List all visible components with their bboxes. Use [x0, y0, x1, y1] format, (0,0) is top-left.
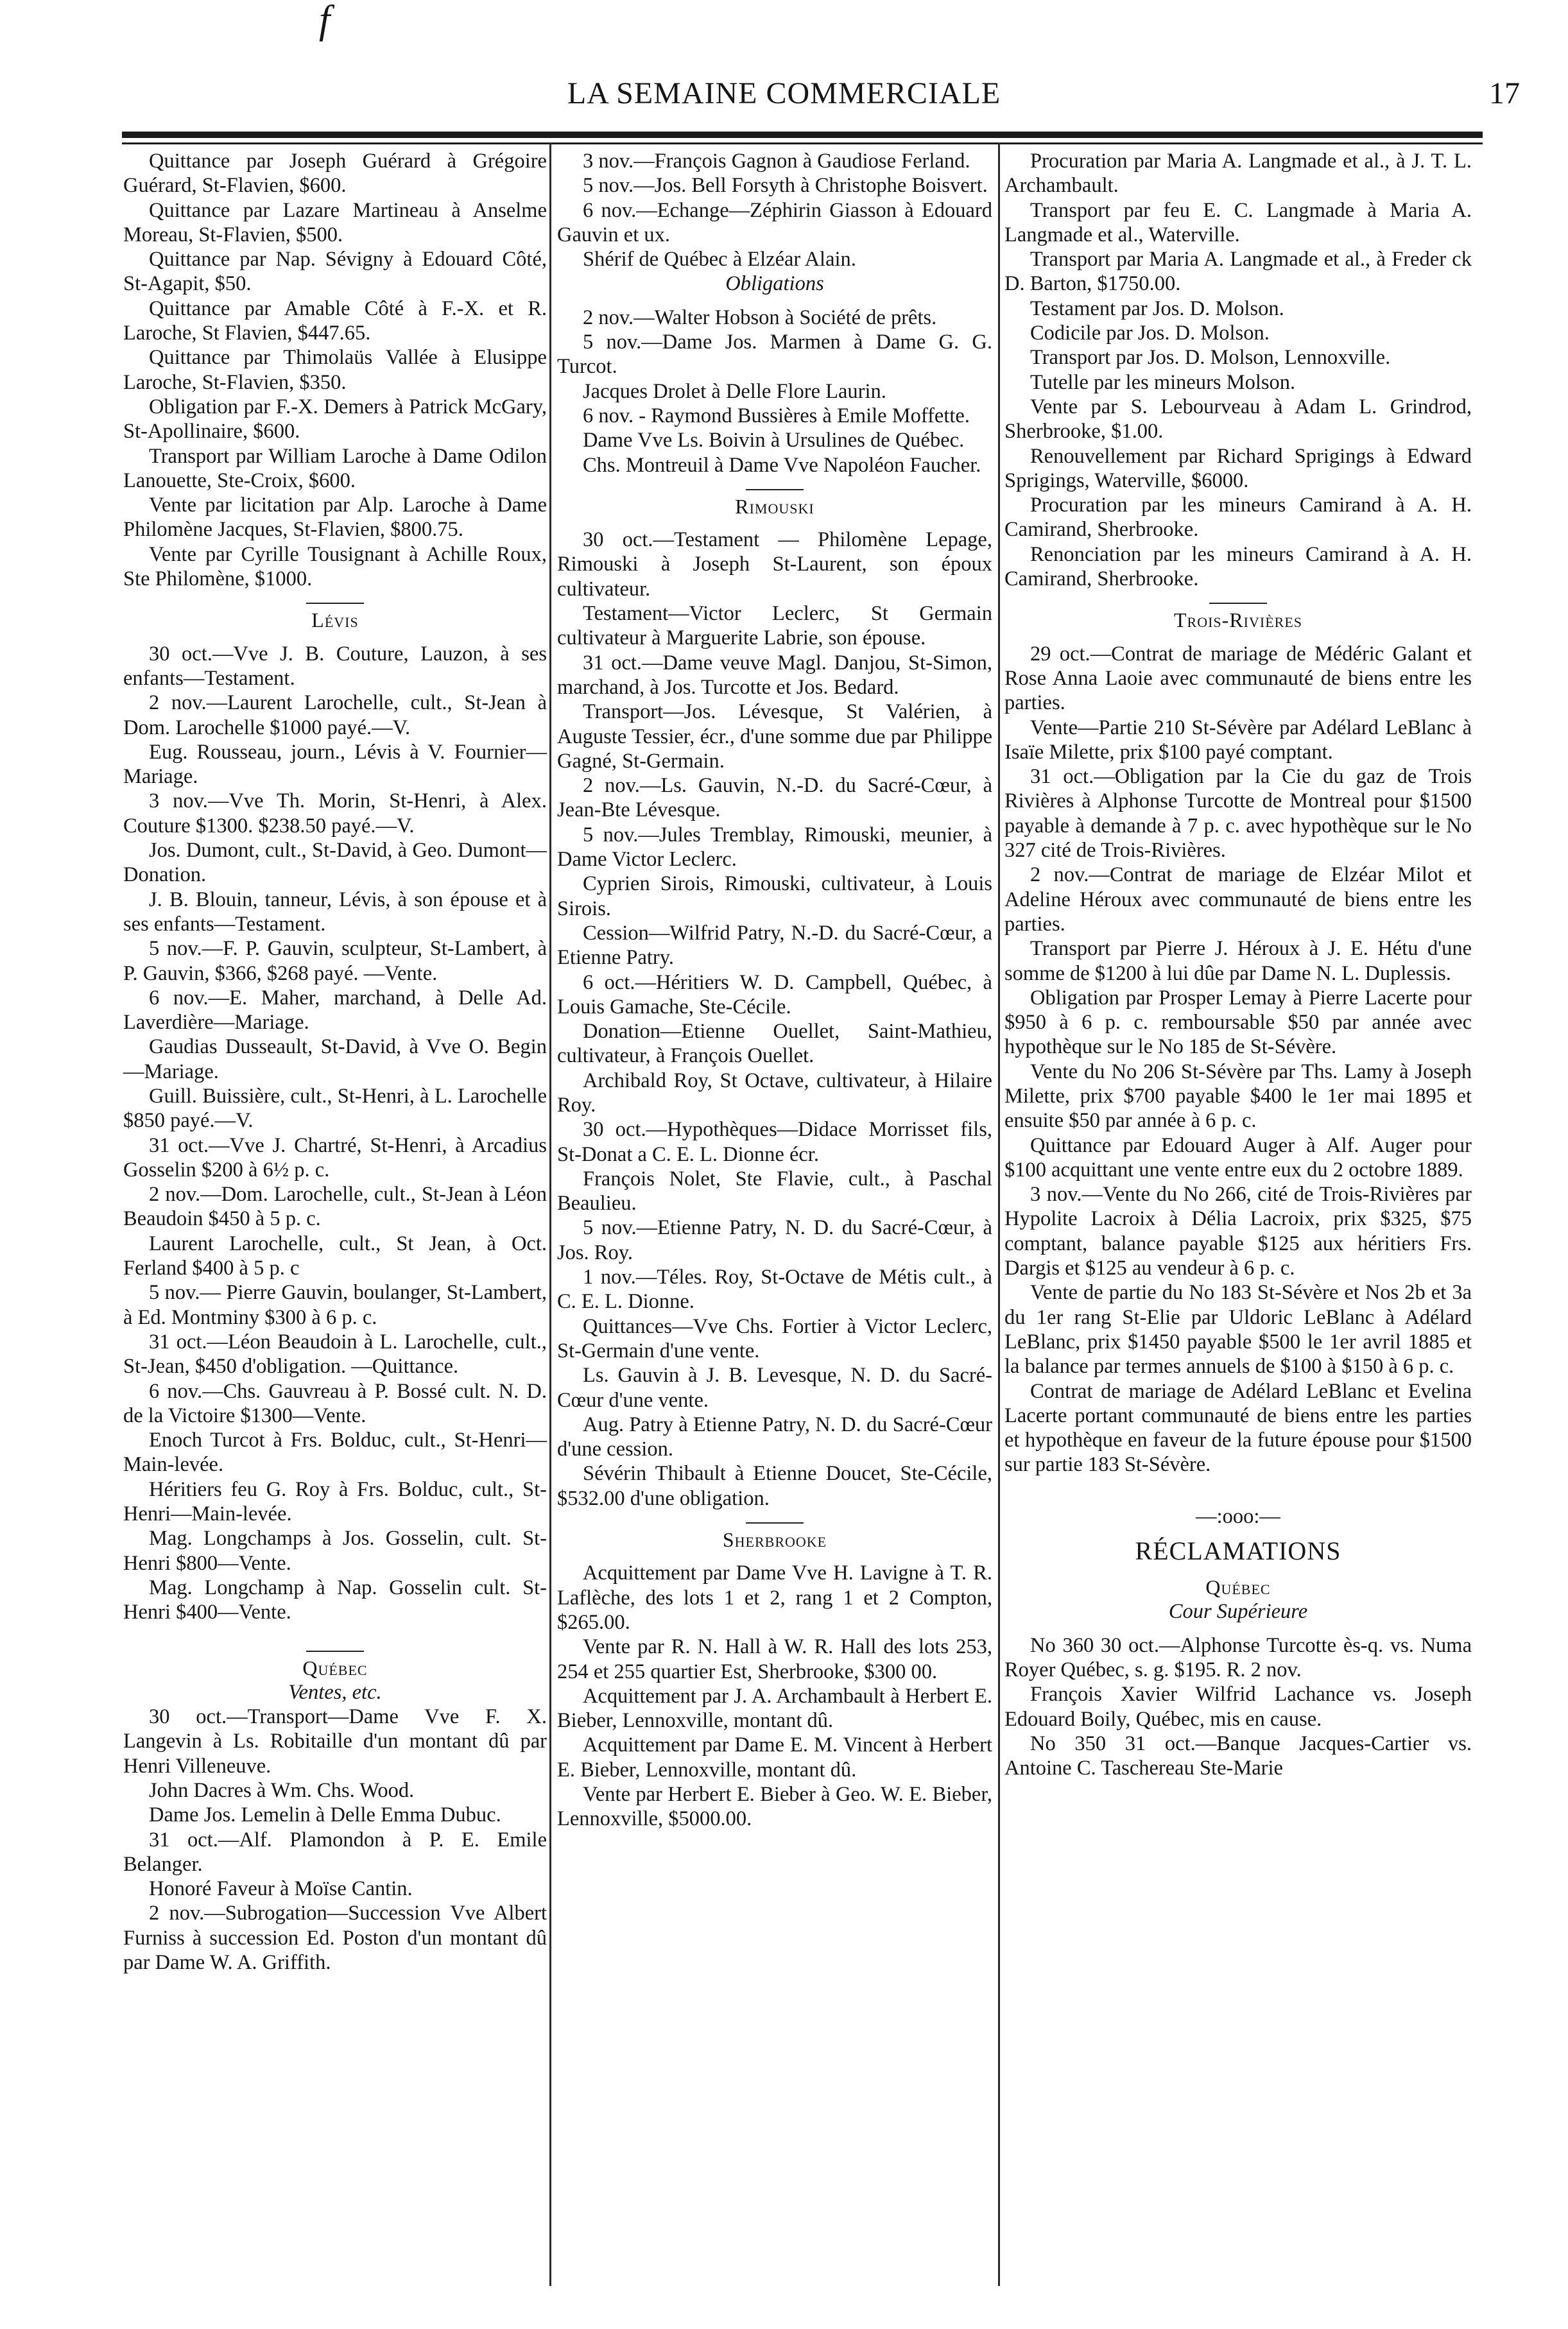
entry: Mag. Longchamps à Jos. Gosselin, cult. St-Henri $800—Vente. [123, 1527, 547, 1575]
entry: Cyprien Sirois, Rimouski, cultivateur, à Louis Sirois. [557, 872, 992, 920]
entry: 30 oct.—Vve J. B. Couture, Lauzon, à ses enfants—Testament. [123, 642, 547, 690]
section-heading-levis: Lévis [311, 608, 359, 632]
entry: 5 nov.—F. P. Gauvin, sculpteur, St-Lambert, à P. Gauvin, $366, $268 payé. —Vente. [123, 937, 547, 985]
section-rimouski [557, 528, 992, 1511]
entry: Vente par Cyrille Tousignant à Achille Roux, Ste Philomène, $1000. [123, 542, 547, 591]
entry: 6 oct.—Héritiers W. D. Campbell, Québec, à Louis Gamache, Ste-Cécile. [557, 970, 992, 1018]
entry: Shérif de Québec à Elzéar Alain. [583, 248, 856, 271]
entry: 31 oct.—Léon Beaudoin à L. Larochelle, cult., St-Jean, $450 d'obligation. —Quittance. [123, 1330, 547, 1379]
entry: Acquittement par Dame Vve H. Lavigne à T. R. Laflèche, des lots 1 et 2, rang 1 et 2 Compton, $265.00. [557, 1561, 992, 1634]
section-heading-reclamations: RÉCLAMATIONS [1135, 1536, 1341, 1566]
entry: Quittance par Amable Côté à F.-X. et R. Laroche, St Flavien, $447.65. [123, 296, 547, 345]
entry: Codicile par Jos. D. Molson. [1030, 322, 1270, 345]
entry: Gaudias Dusseault, St-David, à Vve O. Begin—Mariage. [123, 1035, 547, 1083]
section-heading-rimouski: Rimouski [735, 494, 814, 518]
entry: Laurent Larochelle, cult., St Jean, à Oct. Ferland $400 à 5 p. c [123, 1232, 547, 1280]
entry: Donation—Etienne Ouellet, Saint-Mathieu, cultivateur, à François Ouellet. [557, 1020, 992, 1068]
entry: Testament par Jos. D. Molson. [1030, 296, 1284, 320]
entry: Quittance par Edouard Auger à Alf. Auger pour $100 acquittant une vente entre eux du 2 octobre 1889. [1004, 1133, 1472, 1182]
entry: Quittance par Thimolaüs Vallée à Elusippe Laroche, St-Flavien, $350. [123, 346, 547, 394]
entry: No 360 30 oct.—Alphonse Turcotte ès-q. vs. Numa Royer Québec, s. g. $195. R. 2 nov. [1004, 1633, 1472, 1681]
entry: 6 nov.—Echange—Zéphirin Giasson à Edouard Gauvin et ux. [557, 198, 992, 246]
entry: 6 nov.—Chs. Gauvreau à P. Bossé cult. N. D. de la Victoire $1300—Vente. [123, 1379, 547, 1427]
section-rule [746, 1522, 804, 1524]
entry: Eug. Rousseau, journ., Lévis à V. Fournier—Mariage. [123, 740, 547, 789]
entry: 31 oct.—Obligation par la Cie du gaz de Trois Rivières à Alphonse Turcotte de Montreal pour $1500 payable à demande à 7 p. c. avec hypothèque sur le No 327 cité de Trois-Rivières. [1004, 765, 1472, 863]
entry: 31 oct.—Alf. Plamondon à P. E. Emile Belanger. [123, 1828, 547, 1876]
journal-title: LA SEMAINE COMMERCIALE [567, 76, 1001, 110]
entry: Vente du No 206 St-Sévère par Ths. Lamy à Joseph Milette, prix $700 payable $400 le 1er mai 1895 et ensuite $50 par année à 6 p. c. [1004, 1060, 1472, 1133]
section-rule [1209, 603, 1267, 604]
entry: Guill. Buissière, cult., St-Henri, à L. Larochelle $850 payé.—V. [123, 1084, 547, 1133]
entry: François Xavier Wilfrid Lachance vs. Joseph Edouard Boily, Québec, mis en cause. [1004, 1683, 1472, 1731]
entry: Transport par Jos. D. Molson, Lennoxville. [1030, 346, 1391, 370]
margin-mark: f [319, 0, 331, 42]
entry: John Dacres à Wm. Chs. Wood. [149, 1779, 415, 1802]
section-subheading: Ventes, etc. [288, 1680, 382, 1704]
entry: Acquittement par Dame E. M. Vincent à Herbert E. Bieber, Lennoxville, montant dû. [557, 1733, 992, 1782]
entry: Quittance par Nap. Sévigny à Edouard Côté, St-Agapit, $50. [123, 248, 547, 296]
entry: Renouvellement par Richard Sprigings à Edward Sprigings, Waterville, $6000. [1004, 444, 1472, 492]
entry: Dame Jos. Lemelin à Delle Emma Dubuc. [149, 1803, 501, 1827]
entry: Ls. Gauvin à J. B. Levesque, N. D. du Sacré-Cœur d'une vente. [557, 1364, 992, 1412]
entry: Quittance par Joseph Guérard à Grégoire Guérard, St-Flavien, $600. [123, 150, 547, 198]
entry: 5 nov.—Jules Tremblay, Rimouski, meunier, à Dame Victor Leclerc. [557, 823, 992, 872]
entry: Vente par S. Lebourveau à Adam L. Grindrod, Sherbrooke, $1.00. [1004, 395, 1472, 443]
section-heading-sherbrooke: Sherbrooke [722, 1528, 827, 1552]
column-divider-1 [549, 142, 551, 2286]
column-2 [557, 149, 992, 1832]
entry: Transport—Jos. Lévesque, St Valérien, à Auguste Tessier, écr., d'une somme due par Philippe Gagné, St-Germain. [557, 700, 992, 773]
section-heading-trois-rivieres: Trois-Rivières [1174, 608, 1302, 632]
entry: Jacques Drolet à Delle Flore Laurin. [583, 379, 886, 403]
entry: Vente par licitation par Alp. Laroche à Dame Philomène Jacques, St-Flavien, $800.75. [123, 494, 547, 542]
header-rule-thin [122, 142, 1483, 144]
entry: 30 oct.—Transport—Dame Vve F. X. Langevin à Ls. Robitaille d'un montant dû par Henri Villeneuve. [123, 1705, 547, 1778]
section-obligations [557, 305, 992, 477]
entry: Vente par Herbert E. Bieber à Geo. W. E. Bieber, Lennoxville, $5000.00. [557, 1783, 992, 1831]
section-heading-quebec: Québec [302, 1656, 368, 1680]
entry: Quittances—Vve Chs. Fortier à Victor Leclerc, St-Germain d'une vente. [557, 1314, 992, 1362]
section-trois-rivieres [1004, 642, 1472, 1477]
entry: 31 oct.—Dame veuve Magl. Danjou, St-Simon, marchand, à Jos. Turcotte et Jos. Bedard. [557, 651, 992, 699]
entry: 1 nov.—Téles. Roy, St-Octave de Métis cult., à C. E. L. Dionne. [557, 1266, 992, 1314]
column-1 [123, 149, 547, 1975]
entries-top [1004, 149, 1472, 591]
entry: Héritiers feu G. Roy à Frs. Bolduc, cult., St-Henri—Main-levée. [123, 1477, 547, 1526]
entry: Mag. Longchamp à Nap. Gosselin cult. St-Henri $400—Vente. [123, 1576, 547, 1624]
entry: 3 nov.—Vve Th. Morin, St-Henri, à Alex. Couture $1300. $238.50 payé.—V. [123, 789, 547, 838]
entry: Obligation par F.-X. Demers à Patrick McGary, St-Apollinaire, $600. [123, 395, 547, 443]
entry: Tutelle par les mineurs Molson. [1030, 370, 1296, 394]
entry: Dame Vve Ls. Boivin à Ursulines de Québec. [583, 429, 965, 452]
column-3 [1004, 149, 1472, 1780]
section-quebec [123, 1705, 547, 1975]
entry: 2 nov.—Ls. Gauvin, N.-D. du Sacré-Cœur, à Jean-Bte Lévesque. [557, 774, 992, 822]
section-rule [306, 603, 364, 604]
entry: 5 nov.—Jos. Bell Forsyth à Christophe Boisvert. [583, 174, 988, 198]
entry: 2 nov.—Contrat de mariage de Elzéar Milot et Adeline Héroux avec communauté de biens entre les parties. [1004, 863, 1472, 936]
section-sherbrooke [557, 1561, 992, 1831]
entry: Contrat de mariage de Adélard LeBlanc et Evelina Lacerte portant communauté de biens entre les parties et hypothèque en faveur de la future épouse pour $1500 sur partie 183 St-Sévère. [1004, 1379, 1472, 1477]
entry: 3 nov.—Vente du No 266, cité de Trois-Rivières par Hypolite Lacroix à Délia Lacroix, prix $325, $75 comptant, balance payable $125 aux héritiers Frs. Dargis et $125 au vendeur à 6 p. c. [1004, 1183, 1472, 1280]
entry: Jos. Dumont, cult., St-David, à Geo. Dumont—Donation. [123, 839, 547, 887]
section-rule [746, 489, 804, 490]
entry: 31 oct.—Vve J. Chartré, St-Henri, à Arcadius Gosselin $200 à 6½ p. c. [123, 1133, 547, 1182]
section-reclamations [1004, 1633, 1472, 1781]
entry: Vente—Partie 210 St-Sévère par Adélard LeBlanc à Isaïe Milette, prix $100 payé comptant. [1004, 716, 1472, 764]
entry: Transport par feu E. C. Langmade à Maria A. Langmade et al., Waterville. [1004, 198, 1472, 246]
entry: 6 nov.—E. Maher, marchand, à Delle Ad. Laverdière—Mariage. [123, 986, 547, 1035]
entry: Aug. Patry à Etienne Patry, N. D. du Sacré-Cœur d'une cession. [557, 1413, 992, 1461]
entry: Acquittement par J. A. Archambault à Herbert E. Bieber, Lennoxville, montant dû. [557, 1684, 992, 1733]
reclamations-region: Québec [1205, 1576, 1271, 1599]
column-divider-2 [998, 142, 1000, 2286]
entry: No 350 31 oct.—Banque Jacques-Cartier vs. Antoine C. Taschereau Ste-Marie [1004, 1732, 1472, 1780]
entry: François Nolet, Ste Flavie, cult., à Paschal Beaulieu. [557, 1167, 992, 1216]
entry: Quittance par Lazare Martineau à Anselme Moreau, St-Flavien, $500. [123, 198, 547, 246]
entries-top [123, 149, 547, 591]
section-separator: —:ooo:— [1196, 1504, 1280, 1528]
entry: Transport par Maria A. Langmade et al., à Freder ck D. Barton, $1750.00. [1004, 248, 1472, 296]
section-rule [306, 1651, 364, 1652]
entry: 2 nov.—Dom. Larochelle, cult., St-Jean à Léon Beaudoin $450 à 5 p. c. [123, 1183, 547, 1231]
header-rule-thick [122, 132, 1483, 138]
entry: 5 nov.— Pierre Gauvin, boulanger, St-Lambert, à Ed. Montminy $300 à 6 p. c. [123, 1281, 547, 1329]
entry: Chs. Montreuil à Dame Vve Napoléon Faucher. [583, 453, 981, 477]
page-number: 17 [1489, 76, 1520, 110]
entry: 30 oct.—Hypothèques—Didace Morrisset fils, St-Donat a C. E. L. Dionne écr. [557, 1118, 992, 1166]
entry: 30 oct.—Testament — Philomène Lepage, Rimouski à Joseph St-Laurent, son époux cultivateur. [557, 528, 992, 601]
entry: 5 nov.—Etienne Patry, N. D. du Sacré-Cœur, à Jos. Roy. [557, 1216, 992, 1264]
page-header [0, 0, 1568, 148]
entry: Enoch Turcot à Frs. Bolduc, cult., St-Henri—Main-levée. [123, 1429, 547, 1477]
entry: Vente de partie du No 183 St-Sévère et Nos 2b et 3a du 1er rang St-Elie par Uldoric LeBlanc à Adélard LeBlanc, prix $1450 payable $500 le 1er avril 1885 et la balance par termes annuels de $100 à $150 à 6 p. c. [1004, 1281, 1472, 1379]
entry: Archibald Roy, St Octave, cultivateur, à Hilaire Roy. [557, 1069, 992, 1117]
entry: 5 nov.—Dame Jos. Marmen à Dame G. G. Turcot. [557, 331, 992, 379]
entry: 29 oct.—Contrat de mariage de Médéric Galant et Rose Anna Laoie avec communauté de biens entre les parties. [1004, 642, 1472, 715]
entry: Obligation par Prosper Lemay à Pierre Lacerte pour $950 à 6 p. c. remboursable $50 par année avec hypothèque sur le No 185 de St-Sévère. [1004, 986, 1472, 1059]
entry: Procuration par les mineurs Camirand à A. H. Camirand, Sherbrooke. [1004, 494, 1472, 542]
entry: Cession—Wilfrid Patry, N.-D. du Sacré-Cœur, a Etienne Patry. [557, 921, 992, 970]
entry: Sévérin Thibault à Etienne Doucet, Ste-Cécile, $532.00 d'une obligation. [557, 1462, 992, 1510]
entry: Procuration par Maria A. Langmade et al., à J. T. L. Archambault. [1004, 150, 1472, 198]
entry: Transport par Pierre J. Héroux à J. E. Hétu d'une somme de $1200 à lui dûe par Dame N. L. Duplessis. [1004, 937, 1472, 985]
entry: Honoré Faveur à Moïse Cantin. [149, 1877, 413, 1901]
entry: 2 nov.—Walter Hobson à Société de prêts. [583, 305, 937, 329]
entry: J. B. Blouin, tanneur, Lévis, à son épouse et à ses enfants—Testament. [123, 888, 547, 936]
entry: 6 nov. - Raymond Bussières à Emile Moffette. [583, 404, 970, 427]
entry: Testament—Victor Leclerc, St Germain cultivateur à Marguerite Labrie, son épouse. [557, 602, 992, 650]
entry: 2 nov.—Laurent Larochelle, cult., St-Jean à Dom. Larochelle $1000 payé.—V. [123, 691, 547, 739]
entries-top [557, 149, 992, 271]
entry: 2 nov.—Subrogation—Succession Vve Albert Furniss à succession Ed. Poston d'un montant dû par Dame W. A. Griffith. [123, 1902, 547, 1975]
entry: Renonciation par les mineurs Camirand à A. H. Camirand, Sherbrooke. [1004, 542, 1472, 591]
entry: 3 nov.—François Gagnon à Gaudiose Ferland. [583, 150, 970, 173]
entry: Transport par William Laroche à Dame Odilon Lanouette, Ste-Croix, $600. [123, 444, 547, 492]
entry: Vente par R. N. Hall à W. R. Hall des lots 253, 254 et 255 quartier Est, Sherbrooke, $300 00. [557, 1635, 992, 1683]
reclamations-court: Cour Supérieure [1168, 1600, 1308, 1624]
section-heading-obligations: Obligations [725, 272, 824, 296]
section-levis [123, 642, 547, 1625]
